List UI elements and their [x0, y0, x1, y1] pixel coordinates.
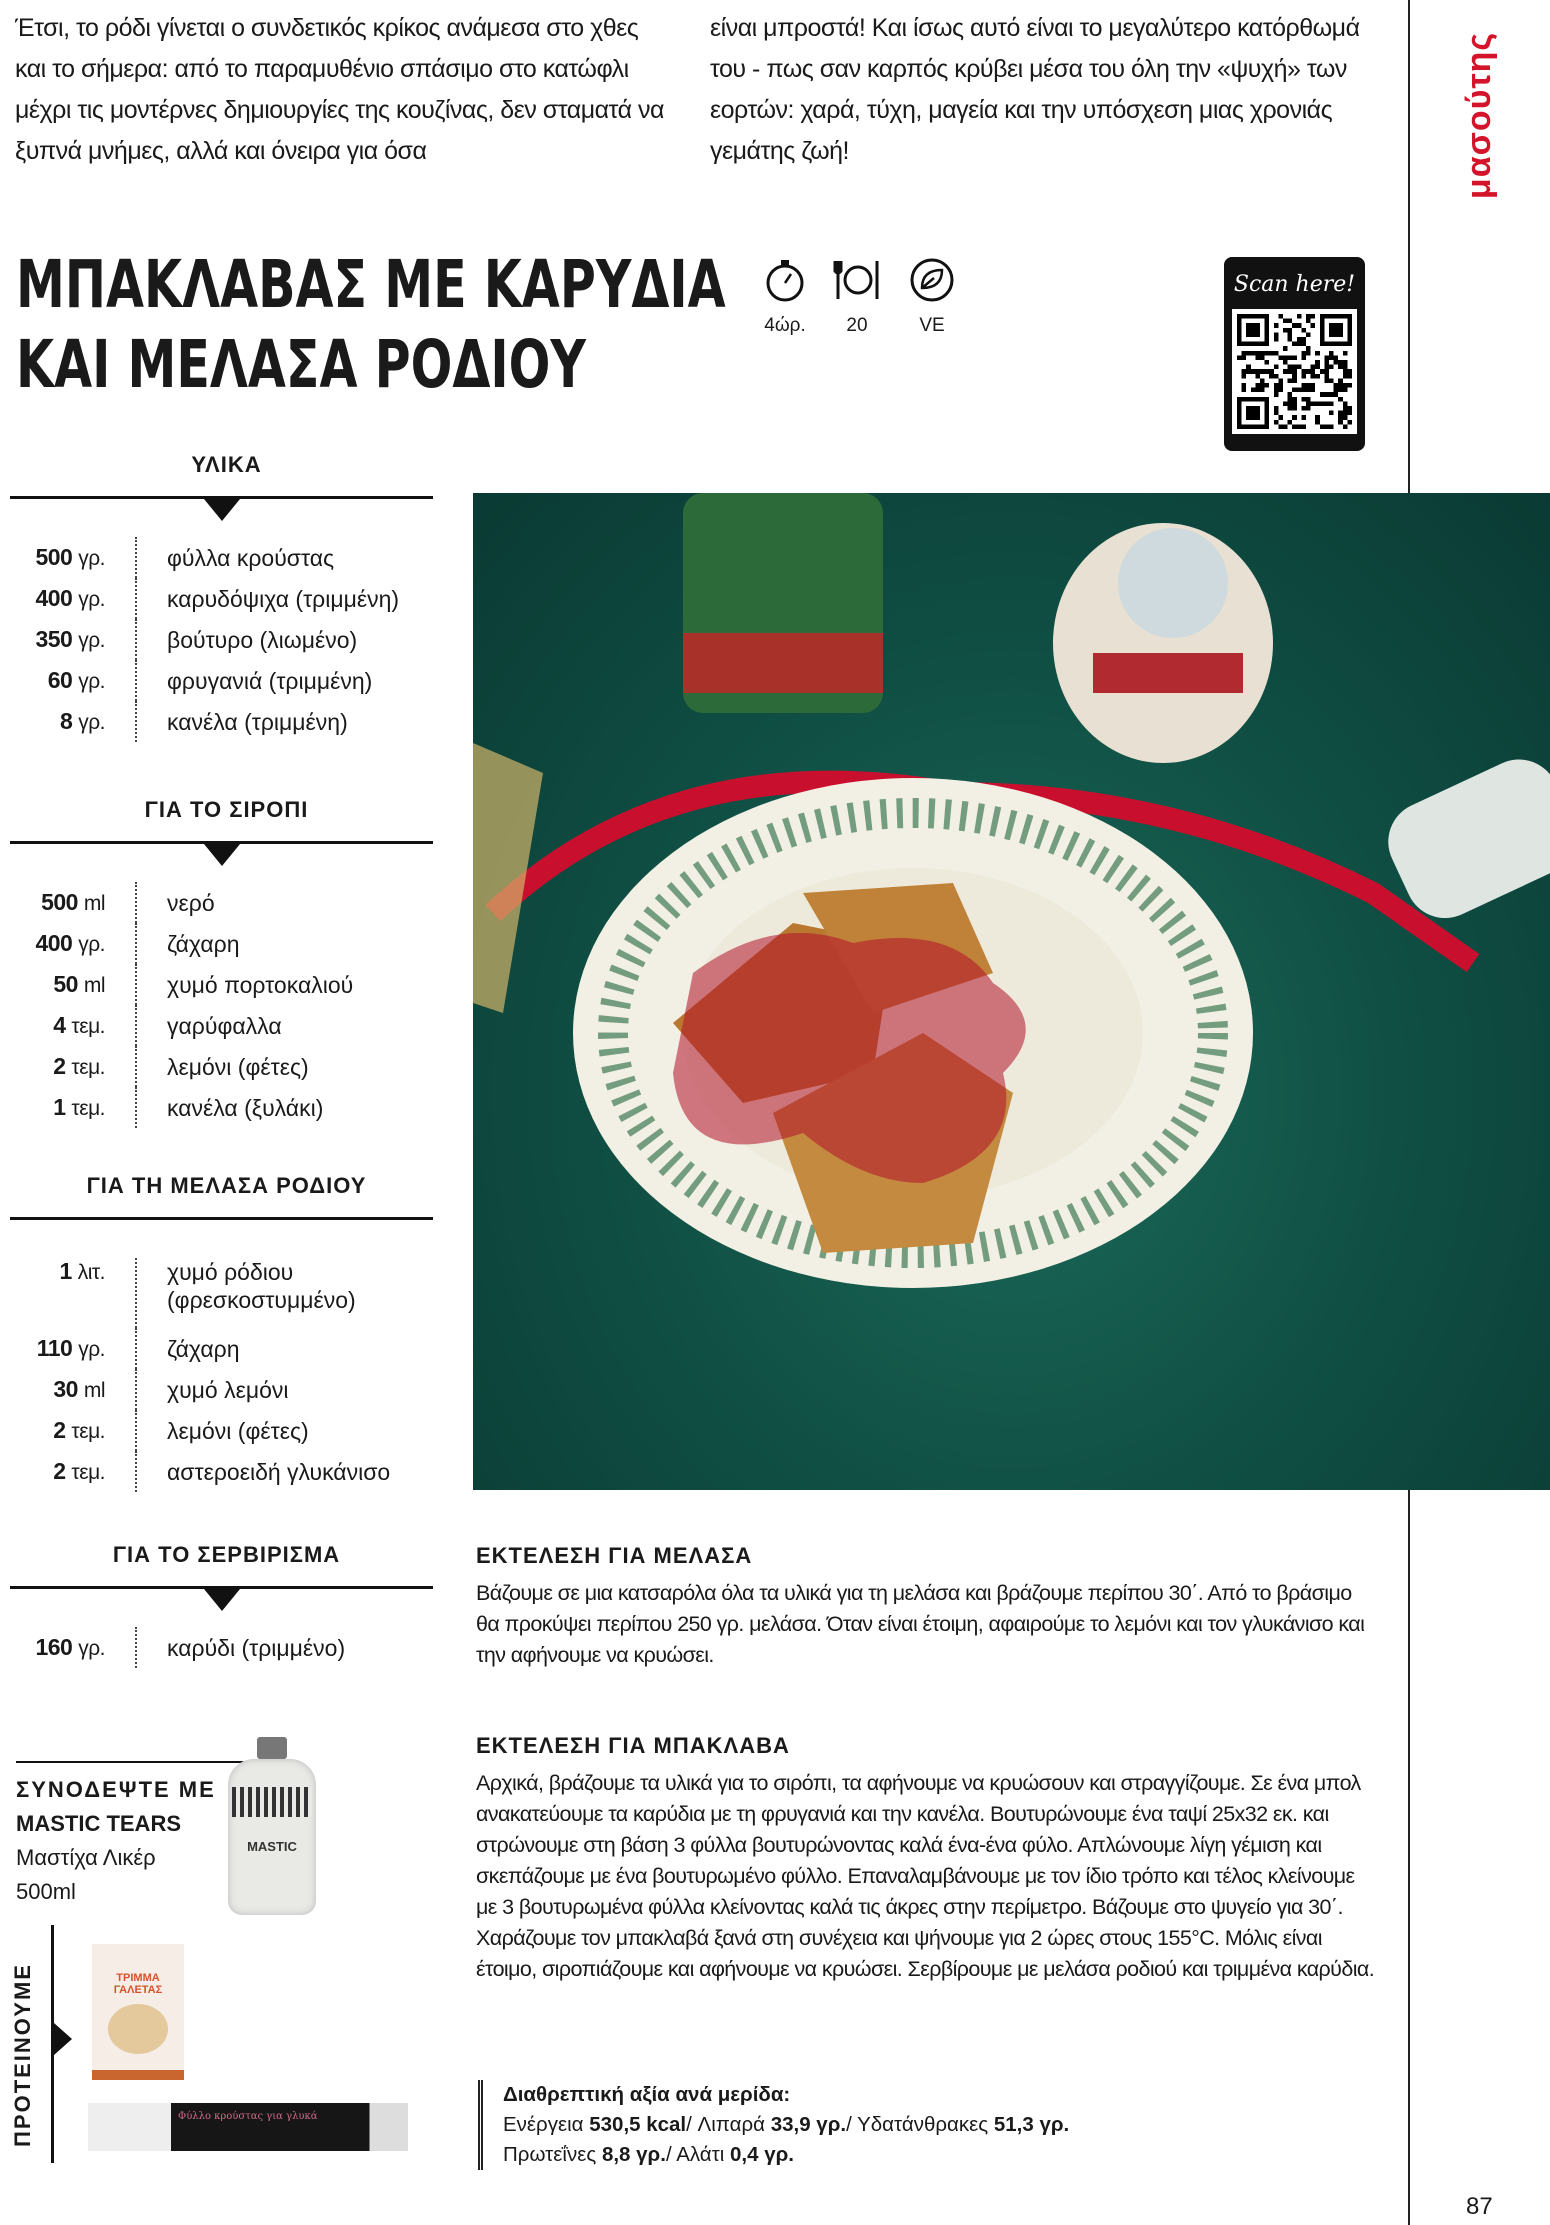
nutrition-title: Διαθρεπτική αξία ανά μερίδα:	[503, 2083, 791, 2106]
ingredient-name: νερό	[167, 889, 215, 916]
step-text: Βάζουμε σε μια κατσαρόλα όλα τα υλικά για τη μελάσα και βράζουμε περίπου 30΄. Από το βράσιμο θα προκύψει περίπου 250 γρ. μελάσα. Όταν είναι έτοιμη, αφαιρούμε το λεμόνι και τον γλυκάνισο και την αφήνουμε να κρυώσει.	[476, 1581, 1365, 1667]
ingredient-row	[10, 1627, 470, 1668]
ingredient-name: λεμόνι (φέτες)	[167, 1417, 309, 1444]
ingredient-row	[10, 619, 470, 660]
ingredient-qty: 4 τεμ.	[53, 1012, 105, 1038]
ingredient-row	[10, 660, 470, 701]
nutrition-line-1: Ενέργεια 530,5 kcal/ Λιπαρά 33,9 γρ./ Υδατάνθρακες 51,3 γρ.	[503, 2113, 1070, 2136]
step-title: ΕΚΤΕΛΕΣΗ ΓΙΑ ΜΠΑΚΛΑΒΑ	[476, 1733, 790, 1758]
ingredient-row	[10, 1005, 470, 1046]
ingredient-row	[10, 1410, 470, 1451]
ingredient-qty: 8 γρ.	[60, 708, 105, 734]
ingredient-qty: 2 τεμ.	[53, 1053, 105, 1079]
section-title: ΓΙΑ ΤΟ ΣΙΡΟΠΙ	[144, 797, 309, 822]
dotted-separator	[135, 1087, 137, 1128]
dotted-separator	[135, 1328, 137, 1369]
page-number: 87	[1466, 2193, 1493, 2220]
stopwatch-icon	[760, 255, 810, 305]
product-image-phyllo[interactable]: Φύλλο κρούστας για γλυκά	[88, 2103, 408, 2151]
dotted-separator	[135, 619, 137, 660]
ingredient-list	[10, 1627, 470, 1668]
mastic-bottle-image: MASTIC	[228, 1737, 316, 1915]
ingredient-name: ζάχαρη	[167, 930, 240, 957]
ingredient-name: καρυδόψιχα (τριμμένη)	[167, 585, 400, 612]
ingredient-list	[10, 882, 470, 1128]
ingredient-name: φρυγανιά (τριμμένη)	[167, 667, 373, 694]
ingredient-list	[10, 537, 470, 742]
ingredient-qty: 1 τεμ.	[53, 1094, 105, 1120]
dotted-separator	[135, 537, 137, 578]
intro-right: είναι μπροστά! Και ίσως αυτό είναι το μεγαλύτερο κατόρθωμά του - πως σαν καρπός κρύβει μέσα του όλη την «ψυχή» των εορτών: χαρά, τύχη, μαγεία και την υπόσχεση μιας χρονιάς γεμάτης ζωή!	[710, 14, 1360, 165]
ingredient-row	[10, 578, 470, 619]
ingredient-name: αστεροειδή γλυκάνισο	[167, 1458, 391, 1485]
section-title: ΓΙΑ ΤΗ ΜΕΛΑΣΑ ΡΟΔΙΟΥ	[86, 1173, 367, 1198]
ingredient-name: βούτυρο (λιωμένο)	[167, 626, 358, 653]
ingredient-list	[10, 1258, 470, 1492]
triangle-marker-icon	[54, 2023, 72, 2055]
intro-left: Έτσι, το ρόδι γίνεται ο συνδετικός κρίκος ανάμεσα στο χθες και το σήμερα: από το παραμυθένιο σπάσιμο στο κατώφλι μέχρι τις μοντέρνες δημιουργίες της κουζίνας, δεν σταματά να ξυπνά μνήμες, αλλά και όνειρα για όσα	[15, 14, 664, 165]
ingredient-row	[10, 923, 470, 964]
vegan-leaf-icon	[907, 255, 957, 305]
ingredient-qty: 110 γρ.	[36, 1335, 105, 1361]
triangle-marker-icon	[204, 499, 240, 521]
ingredient-name: ζάχαρη	[167, 1335, 240, 1362]
ingredient-name: χυμό πορτοκαλιού	[167, 971, 354, 998]
ingredient-name: φύλλα κρούστας	[167, 544, 335, 571]
section-title: ΓΙΑ ΤΟ ΣΕΡΒΙΡΙΣΜΑ	[112, 1542, 341, 1567]
dotted-separator	[135, 578, 137, 619]
ingredient-row	[10, 964, 470, 1005]
recipe-title: ΜΠΑΚΛΑΒΑΣ ΜΕ ΚΑΡΥΔΙΑ ΚΑΙ ΜΕΛΑΣΑ ΡΟΔΙΟΥ	[16, 246, 726, 403]
dotted-separator	[135, 923, 137, 964]
dotted-separator	[135, 964, 137, 1005]
step-text: Αρχικά, βράζουμε τα υλικά για το σιρόπι, τα αφήνουμε να κρυώσουν και στραγγίζουμε. Σε ένα μπολ ανακατεύουμε τα καρύδια με τη φρυγανιά και την κανέλα. Βουτυρώνουμε ένα ταψί 25x32 εκ. και στρώνουμε στη βάση 3 φύλλα βουτυρώνοντας καλά ένα-ένα φύλο. Απλώνουμε λίγη γέμιση και σκεπάζουμε με ένα βουτυρωμένο φύλλο. Επαναλαμβάνουμε με τον ίδιο τρόπο και τέλος κλείνουμε με 3 βουτυρωμένα φύλλα κλείνοντας καλά τις άκρες στην περίμετρο. Βάζουμε στο ψυγείο για 30΄. Χαράζουμε τον μπακλαβά ξανά στη συνέχεια και ψήνουμε για 2 ώρες στους 155°C. Μόλις είναι έτοιμο, σιροπιάζουμε και αφήνουμε να κρυώσει. Σερβίρουμε με μελάσα ροδιού και τριμμένα καρύδια.	[476, 1771, 1375, 1981]
ingredient-name: γαρύφαλλα	[167, 1012, 282, 1039]
recipe-photo	[473, 493, 1550, 1490]
ingredient-row	[10, 1369, 470, 1410]
servings: 20	[822, 255, 892, 337]
ingredient-qty: 160 γρ.	[35, 1634, 105, 1660]
divider	[16, 1761, 259, 1763]
diet: VE	[897, 255, 967, 337]
ingredient-row	[10, 537, 470, 578]
qr-pattern	[1232, 309, 1357, 434]
ingredient-row	[10, 701, 470, 742]
ingredient-qty: 50 ml	[53, 971, 105, 997]
ingredient-qty: 500 γρ.	[35, 544, 105, 570]
suggest-heading: ΠΡΟΤΕΙΝΟΥΜΕ	[10, 1963, 35, 2147]
ingredient-qty: 60 γρ.	[47, 667, 105, 693]
pairing-block: ΣΥΝΟΔΕΨΤΕ ΜΕ MASTIC TEARS Μαστίχα Λικέρ 500ml	[16, 1777, 216, 1904]
plate-cutlery-icon	[832, 255, 882, 305]
dotted-separator	[135, 882, 137, 923]
ingredient-qty: 400 γρ.	[35, 930, 105, 956]
triangle-marker-icon	[204, 1589, 240, 1611]
step-title: ΕΚΤΕΛΕΣΗ ΓΙΑ ΜΕΛΑΣΑ	[476, 1543, 753, 1568]
ingredient-name: λεμόνι (φέτες)	[167, 1053, 309, 1080]
nutrition-line-2: Πρωτεΐνες 8,8 γρ./ Αλάτι 0,4 γρ.	[503, 2143, 795, 2166]
ingredient-qty: 30 ml	[53, 1376, 105, 1402]
dotted-separator	[135, 1005, 137, 1046]
ingredient-qty: 2 τεμ.	[53, 1458, 105, 1484]
product-image-breadcrumbs[interactable]: ΤΡΙΜΜΑ ΓΑΛΕΤΑΣ	[92, 1944, 184, 2080]
divider	[10, 1217, 433, 1220]
ingredient-row	[10, 1046, 470, 1087]
brand-logo: μασούτης	[1460, 31, 1499, 200]
prep-time: 4ώρ.	[750, 255, 820, 337]
ingredient-row	[10, 1258, 470, 1328]
dotted-separator	[135, 1410, 137, 1451]
ingredient-qty: 1 λιτ.	[59, 1258, 105, 1284]
dotted-separator	[135, 1258, 137, 1328]
nutrition-box	[478, 2080, 1069, 2170]
ingredient-name: κανέλα (ξυλάκι)	[167, 1094, 324, 1121]
dotted-separator	[135, 1046, 137, 1087]
qr-code[interactable]: Scan here!	[1224, 257, 1365, 451]
ingredient-qty: 500 ml	[41, 889, 105, 915]
ingredient-qty: 2 τεμ.	[53, 1417, 105, 1443]
dotted-separator	[135, 1369, 137, 1410]
ingredient-qty: 350 γρ.	[35, 626, 105, 652]
ingredient-row	[10, 1451, 470, 1492]
dotted-separator	[135, 701, 137, 742]
triangle-marker-icon	[204, 844, 240, 866]
ingredient-row	[10, 1087, 470, 1128]
ingredient-qty: 400 γρ.	[35, 585, 105, 611]
section-title: ΥΛΙΚΑ	[191, 452, 262, 477]
ingredient-row	[10, 1328, 470, 1369]
dotted-separator	[135, 1451, 137, 1492]
dotted-separator	[135, 660, 137, 701]
ingredient-name: κανέλα (τριμμένη)	[167, 708, 348, 735]
ingredient-name: χυμό ρόδιου (φρεσκοστυμμένο)	[167, 1259, 356, 1313]
ingredient-name: καρύδι (τριμμένο)	[167, 1634, 346, 1661]
ingredient-row	[10, 882, 470, 923]
dotted-separator	[135, 1627, 137, 1668]
ingredient-name: χυμό λεμόνι	[167, 1376, 289, 1403]
